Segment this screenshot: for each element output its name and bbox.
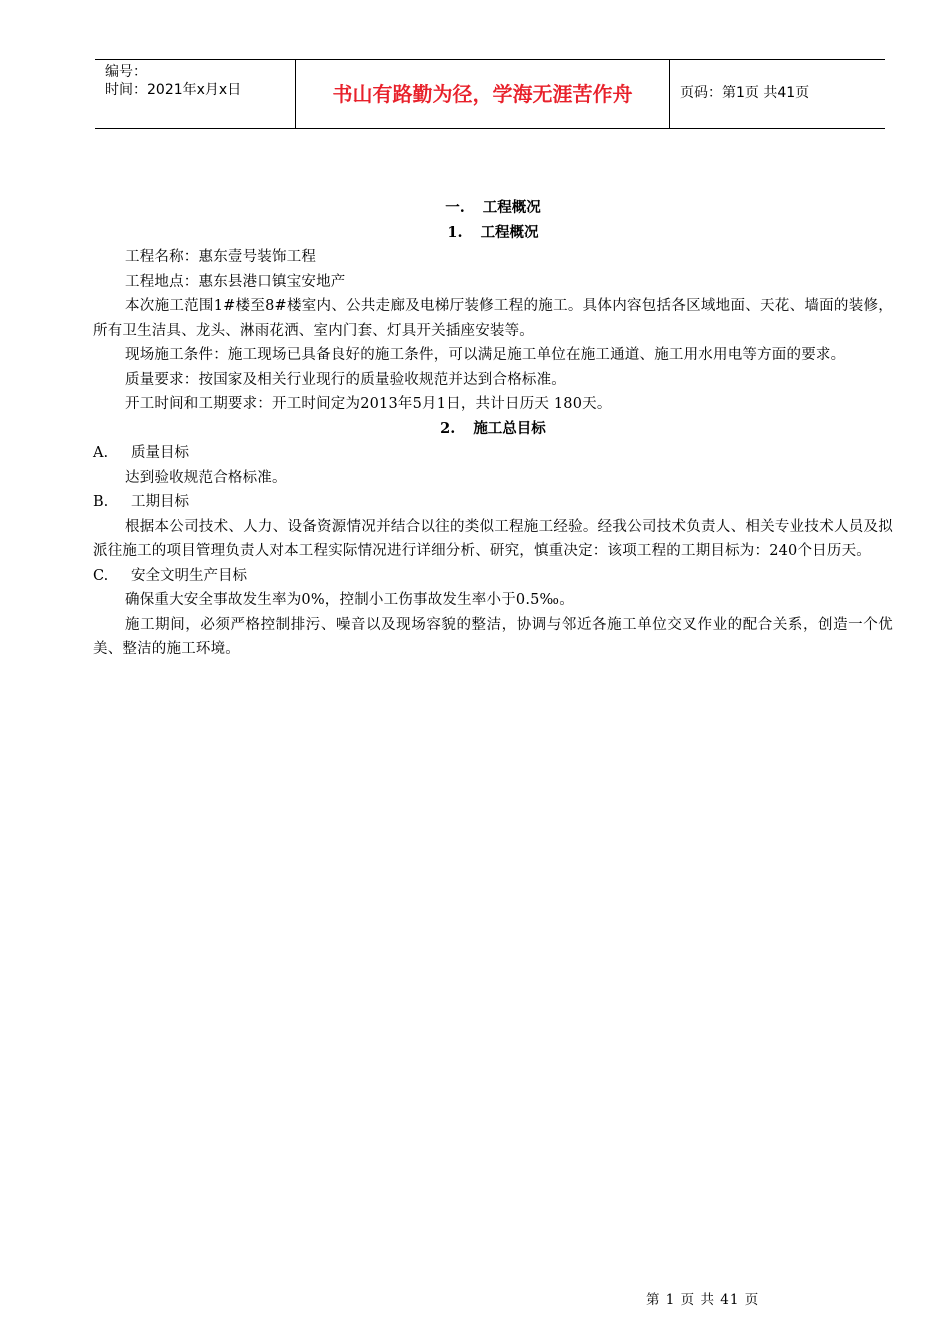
- heading-title: 施工总目标: [473, 419, 546, 437]
- page-header: [95, 59, 885, 129]
- header-motto: 书山有路勤为径，学海无涯苦作舟: [296, 60, 670, 128]
- heading-number: 一.: [445, 199, 465, 216]
- subsection-marker: C.: [93, 567, 109, 584]
- heading-number: 2.: [440, 419, 456, 437]
- document-body: [93, 196, 893, 662]
- safety-target: 确保重大安全事故发生率为0%，控制小工伤事故发生率小于0.5‰。: [125, 592, 574, 608]
- quality-requirement: 质量要求：按国家及相关行业现行的质量验收规范并达到合格标准。: [125, 371, 566, 388]
- schedule-requirement: 开工时间和工期要求：开工时间定为2013年5月1日，共计日历天 180天。: [125, 396, 612, 412]
- schedule-target: 根据本公司技术、人力、设备资源情况并结合以往的类似工程施工经验。经我公司技术负责人、相关专业技术人员及拟派往施工的项目管理负责人对本工程实际情况进行详细分析、研究，慎重决定：该项工程的工期目标为：240个日历天。: [93, 518, 893, 559]
- heading-number: 1.: [447, 223, 463, 241]
- project-site: 工程地点：惠东县港口镇宝安地产: [125, 273, 346, 290]
- time-label: 时间：2021年x月x日: [105, 82, 242, 98]
- quality-target: 达到验收规范合格标准。: [125, 469, 287, 486]
- section-heading-2: [93, 417, 893, 442]
- header-page-code: 页码：第1页 共41页: [680, 85, 810, 101]
- environment-target: 施工期间，必须严格控制排污、噪音以及现场容貌的整洁，协调与邻近各施工单位交叉作业的配合关系，创造一个优美、整洁的施工环境。: [93, 616, 893, 657]
- subsection-marker: B.: [93, 494, 109, 510]
- site-conditions: 现场施工条件：施工现场已具备良好的施工条件，可以满足施工单位在施工通道、施工用水用电等方面的要求。: [125, 347, 846, 363]
- page-footer: 第 1 页 共 41 页: [646, 1292, 760, 1308]
- heading-title: 工程概况: [482, 199, 541, 216]
- subsection-title: 安全文明生产目标: [131, 567, 247, 584]
- section-heading-1-1: [93, 221, 893, 246]
- subsection-b: [93, 490, 893, 515]
- project-scope: 本次施工范围1#楼至8#楼室内、公共走廊及电梯厅装修工程的施工。具体内容包括各区域地面、天花、墙面的装修，所有卫生洁具、龙头、淋雨花洒、室内门套、灯具开关插座安装等。: [93, 298, 893, 339]
- header-meta: [95, 60, 296, 128]
- section-heading-1: [93, 196, 893, 221]
- heading-title: 工程概况: [480, 223, 539, 241]
- serial-label: 编号：: [105, 64, 147, 80]
- subsection-title: 工期目标: [131, 494, 189, 510]
- subsection-title: 质量目标: [131, 445, 189, 461]
- subsection-a: [93, 441, 893, 466]
- subsection-c: [93, 564, 893, 589]
- project-name: 工程名称：惠东壹号装饰工程: [125, 249, 317, 265]
- subsection-marker: A.: [93, 445, 109, 461]
